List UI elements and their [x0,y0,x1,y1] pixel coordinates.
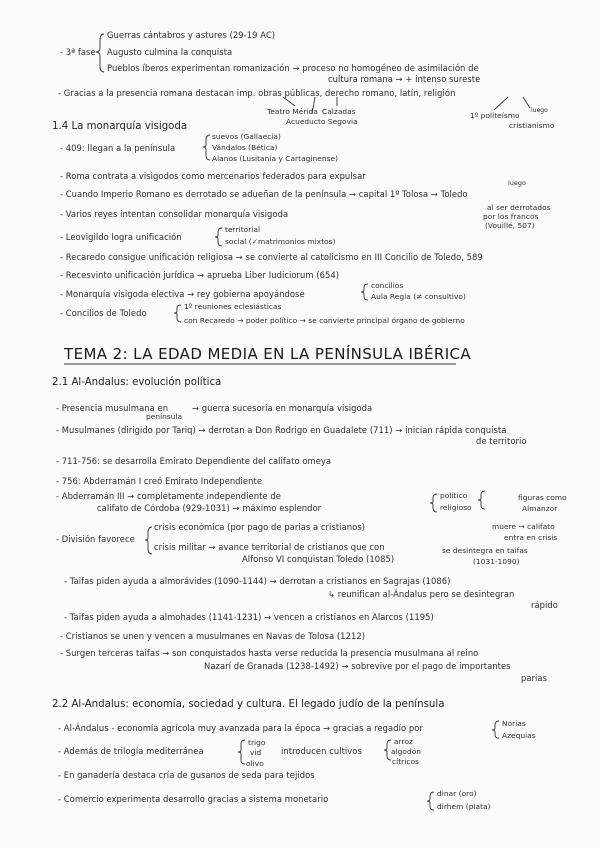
cultivo-arroz: arroz [394,737,413,746]
list-item: - Cristianos se unen y vencen a musulmanes en Navas de Tolosa (1212) [60,631,366,641]
list-item: - Presencia musulmana en [56,403,169,413]
phase-line: Guerras cántabros y astures (29-19 AC) [107,30,276,40]
apoyo-aula-regia: Aula Regia (≠ consultivo) [371,292,466,301]
list-item-cont: península [146,412,183,421]
derrota-line: al ser derrotados [487,203,551,212]
tema-title: TEMA 2: LA EDAD MEDIA EN LA PENÍNSULA IBÉRICA [64,345,472,363]
esplendor-fecha: (1031-1090) [473,557,520,566]
phase-line: Pueblos íberos experimentan romanización → proceso no homogéneo de asimilación de [107,63,479,73]
list-item: - Musulmanes (dirigido por Tariq) → derrotan a Don Rodrigo en Guadalete (711) → inician rápida conquista [56,425,507,435]
division-economica: crisis económica (por pago de parias a cristianos) [154,522,365,532]
obra-acueducto: Acueducto Segovia [286,117,358,126]
concilios-line: con Recaredo → poder político → se convierte principal órgano de gobierno [184,316,465,325]
moneda-dinar: dinar (oro) [437,789,477,798]
cultivo-citricos: cítricos [392,757,419,766]
list-item-cont: califato de Córdoba (929-1031) → máximo esplendor [97,503,322,513]
regadio-azequias: Azequias [502,731,536,740]
list-item-cont: parias [521,673,548,683]
list-item: - Monarquía visigoda electiva → rey gobierna apoyándose [60,289,305,299]
esplendor-figuras: figuras como [518,493,567,502]
esplendor-almanzor: Almanzor [522,504,558,513]
epoch-label: - 3ª fase [60,47,96,57]
esplendor-religioso: religioso [440,503,472,512]
esplendor-taifas: se desintegra en taifas [442,546,528,555]
trilogia-trigo: trigo [248,738,266,747]
list-item: - 756: Abderramán I creó Emirato Independiente [56,476,263,486]
unificacion-social: social (✓matrimonios mixtos) [225,237,336,246]
esplendor-muere: muere → califato [492,522,555,531]
regadio-norias: Norias [502,719,526,728]
list-item-cont: de territorio [476,436,527,446]
list-item-cont: ↳ reunifican al-Ándalus pero se desintegran [328,589,515,599]
list-item-cont: introducen cultivos [281,746,362,756]
list-item: - Surgen terceras taifas → son conquistados hasta verse reducida la presencia musulmana al reino [60,648,479,658]
gracias-line: - Gracias a la presencia romana destacan imp. obras públicas, derecho romano, latín, religión [58,88,456,98]
list-item: - Taifas piden ayuda a almorávides (1090-1144) → derrotan a cristianos en Sagrajas (1086) [64,576,451,586]
obra-teatro: Teatro Mérida [267,107,318,116]
list-item: - Abderramán III → completamente independiente de [56,491,281,501]
list-item: - Cuando Imperio Romano es derrotado se adueñan de la península → capital 1º Tolosa → Toledo [60,189,468,199]
list-item-cont: rápido [531,600,558,610]
list-item: - 711-756: se desarrolla Emirato Dependiente del califato omeya [56,456,332,466]
list-item: - Recaredo consigue unificación religiosa → se convierte al catolicismo en III Concilio de Toledo, 589 [60,252,483,262]
list-item: - Taifas piden ayuda a almohades (1141-1231) → vencen a cristianos en Alarcos (1195) [64,612,434,622]
luego-label: luego [508,179,526,187]
section-title-1-4: 1.4 La monarquía visigoda [52,121,188,132]
section-title-2-2: 2.2 Al-Andalus: economía, sociedad y cultura. El legado judío de la península [52,699,445,710]
list-item: - Roma contrata a visigodos como mercenarios federados para expulsar [60,171,366,181]
pueblo-suevos: suevos (Gallaecia) [212,132,281,141]
unificacion-territorial: territorial [225,225,261,234]
concilios-line: 1º reuniones eclesiásticas [184,302,282,311]
list-item: - 409: llegan a la península [60,143,176,153]
apoyo-concilios: concilios [371,281,404,290]
list-item: - Leovigildo logra unificación [60,232,182,242]
esplendor-crisis: entra en crisis [504,533,558,542]
list-item: - Concilios de Toledo [60,308,147,318]
list-item: - Comercio experimenta desarrollo gracias a sistema monetario [58,794,329,804]
religion-politeismo: 1º politeísmo [470,111,520,120]
obra-calzadas: Calzadas [322,107,356,116]
section-title-2-1: 2.1 Al-Andalus: evolución política [52,377,222,388]
list-item-cont: Nazarí de Granada (1238-1492) → sobrevive por el pago de importantes [204,661,511,671]
list-item: - Recesvinto unificación jurídica → aprueba Liber Iudiciorum (654) [60,270,340,280]
esplendor-politico: político [440,491,468,500]
list-item: - Además de trilogía mediterránea [58,746,204,756]
pueblo-vandalos: Vándalos (Bética) [212,143,278,152]
phase-line: cultura romana → + intenso sureste [328,74,481,84]
list-item: - Varios reyes intentan consolidar monarquía visigoda [60,209,289,219]
list-item: - Al-Ándalus - economía agrícola muy avanzada para la época → gracias a regadío por [58,723,423,733]
list-item: - En ganadería destaca cría de gusanos de seda para tejidos [58,770,315,780]
religion-luego: luego [531,107,548,114]
phase-line: Augusto culmina la conquista [107,47,233,57]
religion-cristianismo: cristianismo [509,121,555,130]
list-item: - División favorece [56,534,135,544]
derrota-line: por los francos [483,212,539,221]
division-toledo: Alfonso VI conquistan Toledo (1085) [242,554,395,564]
moneda-dirhem: dirhem (plata) [437,802,491,811]
trilogia-olivo: olivo [246,759,264,768]
trilogia-vid: vid [250,748,262,757]
derrota-line: (Vouillé, 507) [485,221,535,230]
cultivo-algodon: algodón [391,747,422,756]
pueblo-alanos: Alanos (Lusitania y Cartaginense) [212,154,339,163]
list-item-cont: → guerra sucesoria en monarquía visigoda [192,403,373,413]
division-militar: crisis militar → avance territorial de cristianos que con [154,542,385,552]
